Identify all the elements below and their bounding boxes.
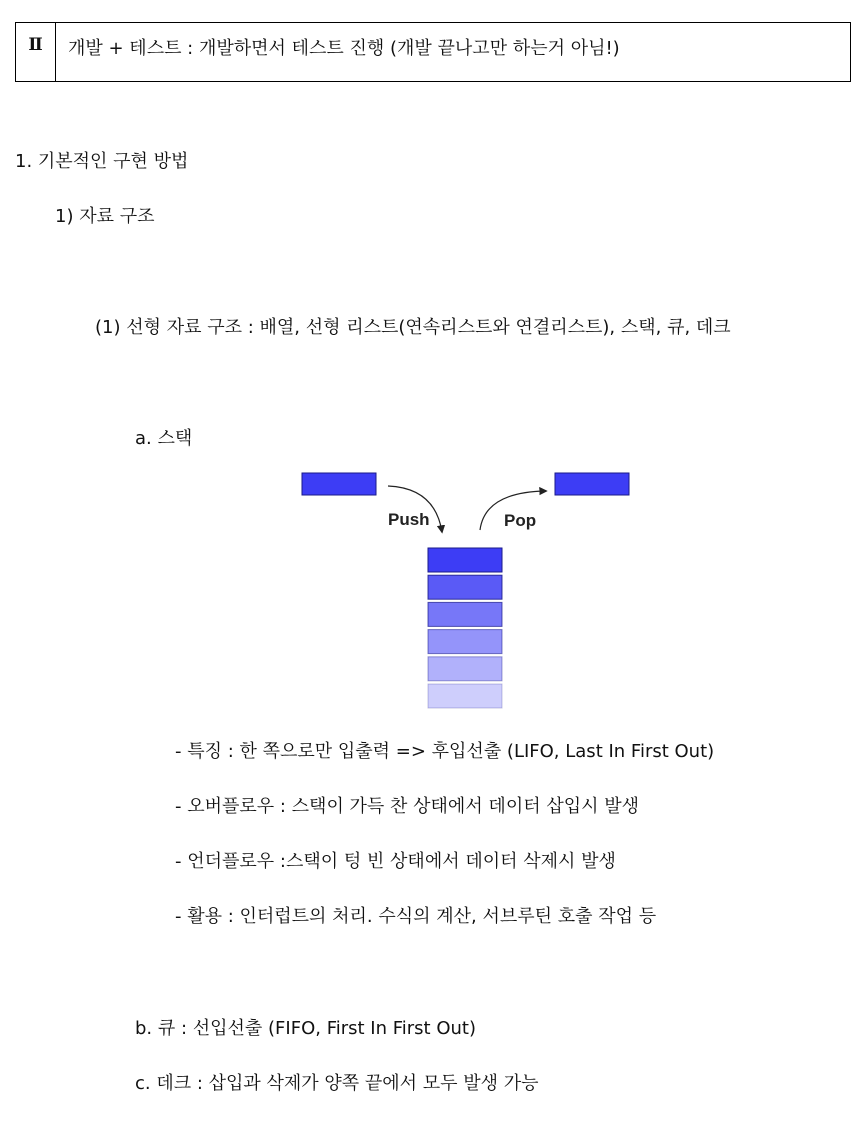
pop-label: Pop bbox=[504, 511, 537, 530]
stack-bullet-feature: - 특징 : 한 쪽으로만 입출력 => 후입선출 (LIFO, Last In First Out) bbox=[175, 741, 715, 762]
queue-line: b. 큐 : 선입선출 (FIFO, First In First Out) bbox=[135, 1018, 476, 1039]
heading-basic-implementation: 1. 기본적인 구현 방법 bbox=[15, 151, 189, 172]
section-header-box bbox=[15, 22, 851, 82]
section-numeral: Ⅱ bbox=[16, 23, 56, 81]
stack-diagram bbox=[300, 470, 640, 715]
stack-block-3 bbox=[428, 630, 502, 654]
stack-bullet-underflow: - 언더플로우 :스택이 텅 빈 상태에서 데이터 삭제시 발생 bbox=[175, 851, 616, 872]
heading-stack: a. 스택 bbox=[135, 428, 193, 449]
popped-element bbox=[555, 473, 629, 495]
section-title: 개발 + 테스트 : 개발하면서 테스트 진행 (개발 끝나고만 하는거 아님!) bbox=[68, 38, 620, 59]
push-label: Push bbox=[388, 510, 430, 529]
stack-bullet-overflow: - 오버플로우 : 스택이 가득 찬 상태에서 데이터 삽입시 발생 bbox=[175, 796, 639, 817]
stack-block-0 bbox=[428, 548, 502, 572]
push-element bbox=[302, 473, 376, 495]
stack-block-2 bbox=[428, 602, 502, 626]
linear-structures-line: (1) 선형 자료 구조 : 배열, 선형 리스트(연속리스트와 연결리스트), 스택, 큐, 데크 bbox=[95, 317, 731, 338]
stack-block-4 bbox=[428, 657, 502, 681]
stack-bullet-usage: - 활용 : 인터럽트의 처리. 수식의 계산, 서브루틴 호출 작업 등 bbox=[175, 906, 657, 927]
stack-block-1 bbox=[428, 575, 502, 599]
heading-data-structure: 1) 자료 구조 bbox=[55, 206, 155, 227]
deque-line: c. 데크 : 삽입과 삭제가 양쪽 끝에서 모두 발생 가능 bbox=[135, 1073, 539, 1094]
stack-block-5 bbox=[428, 684, 502, 708]
